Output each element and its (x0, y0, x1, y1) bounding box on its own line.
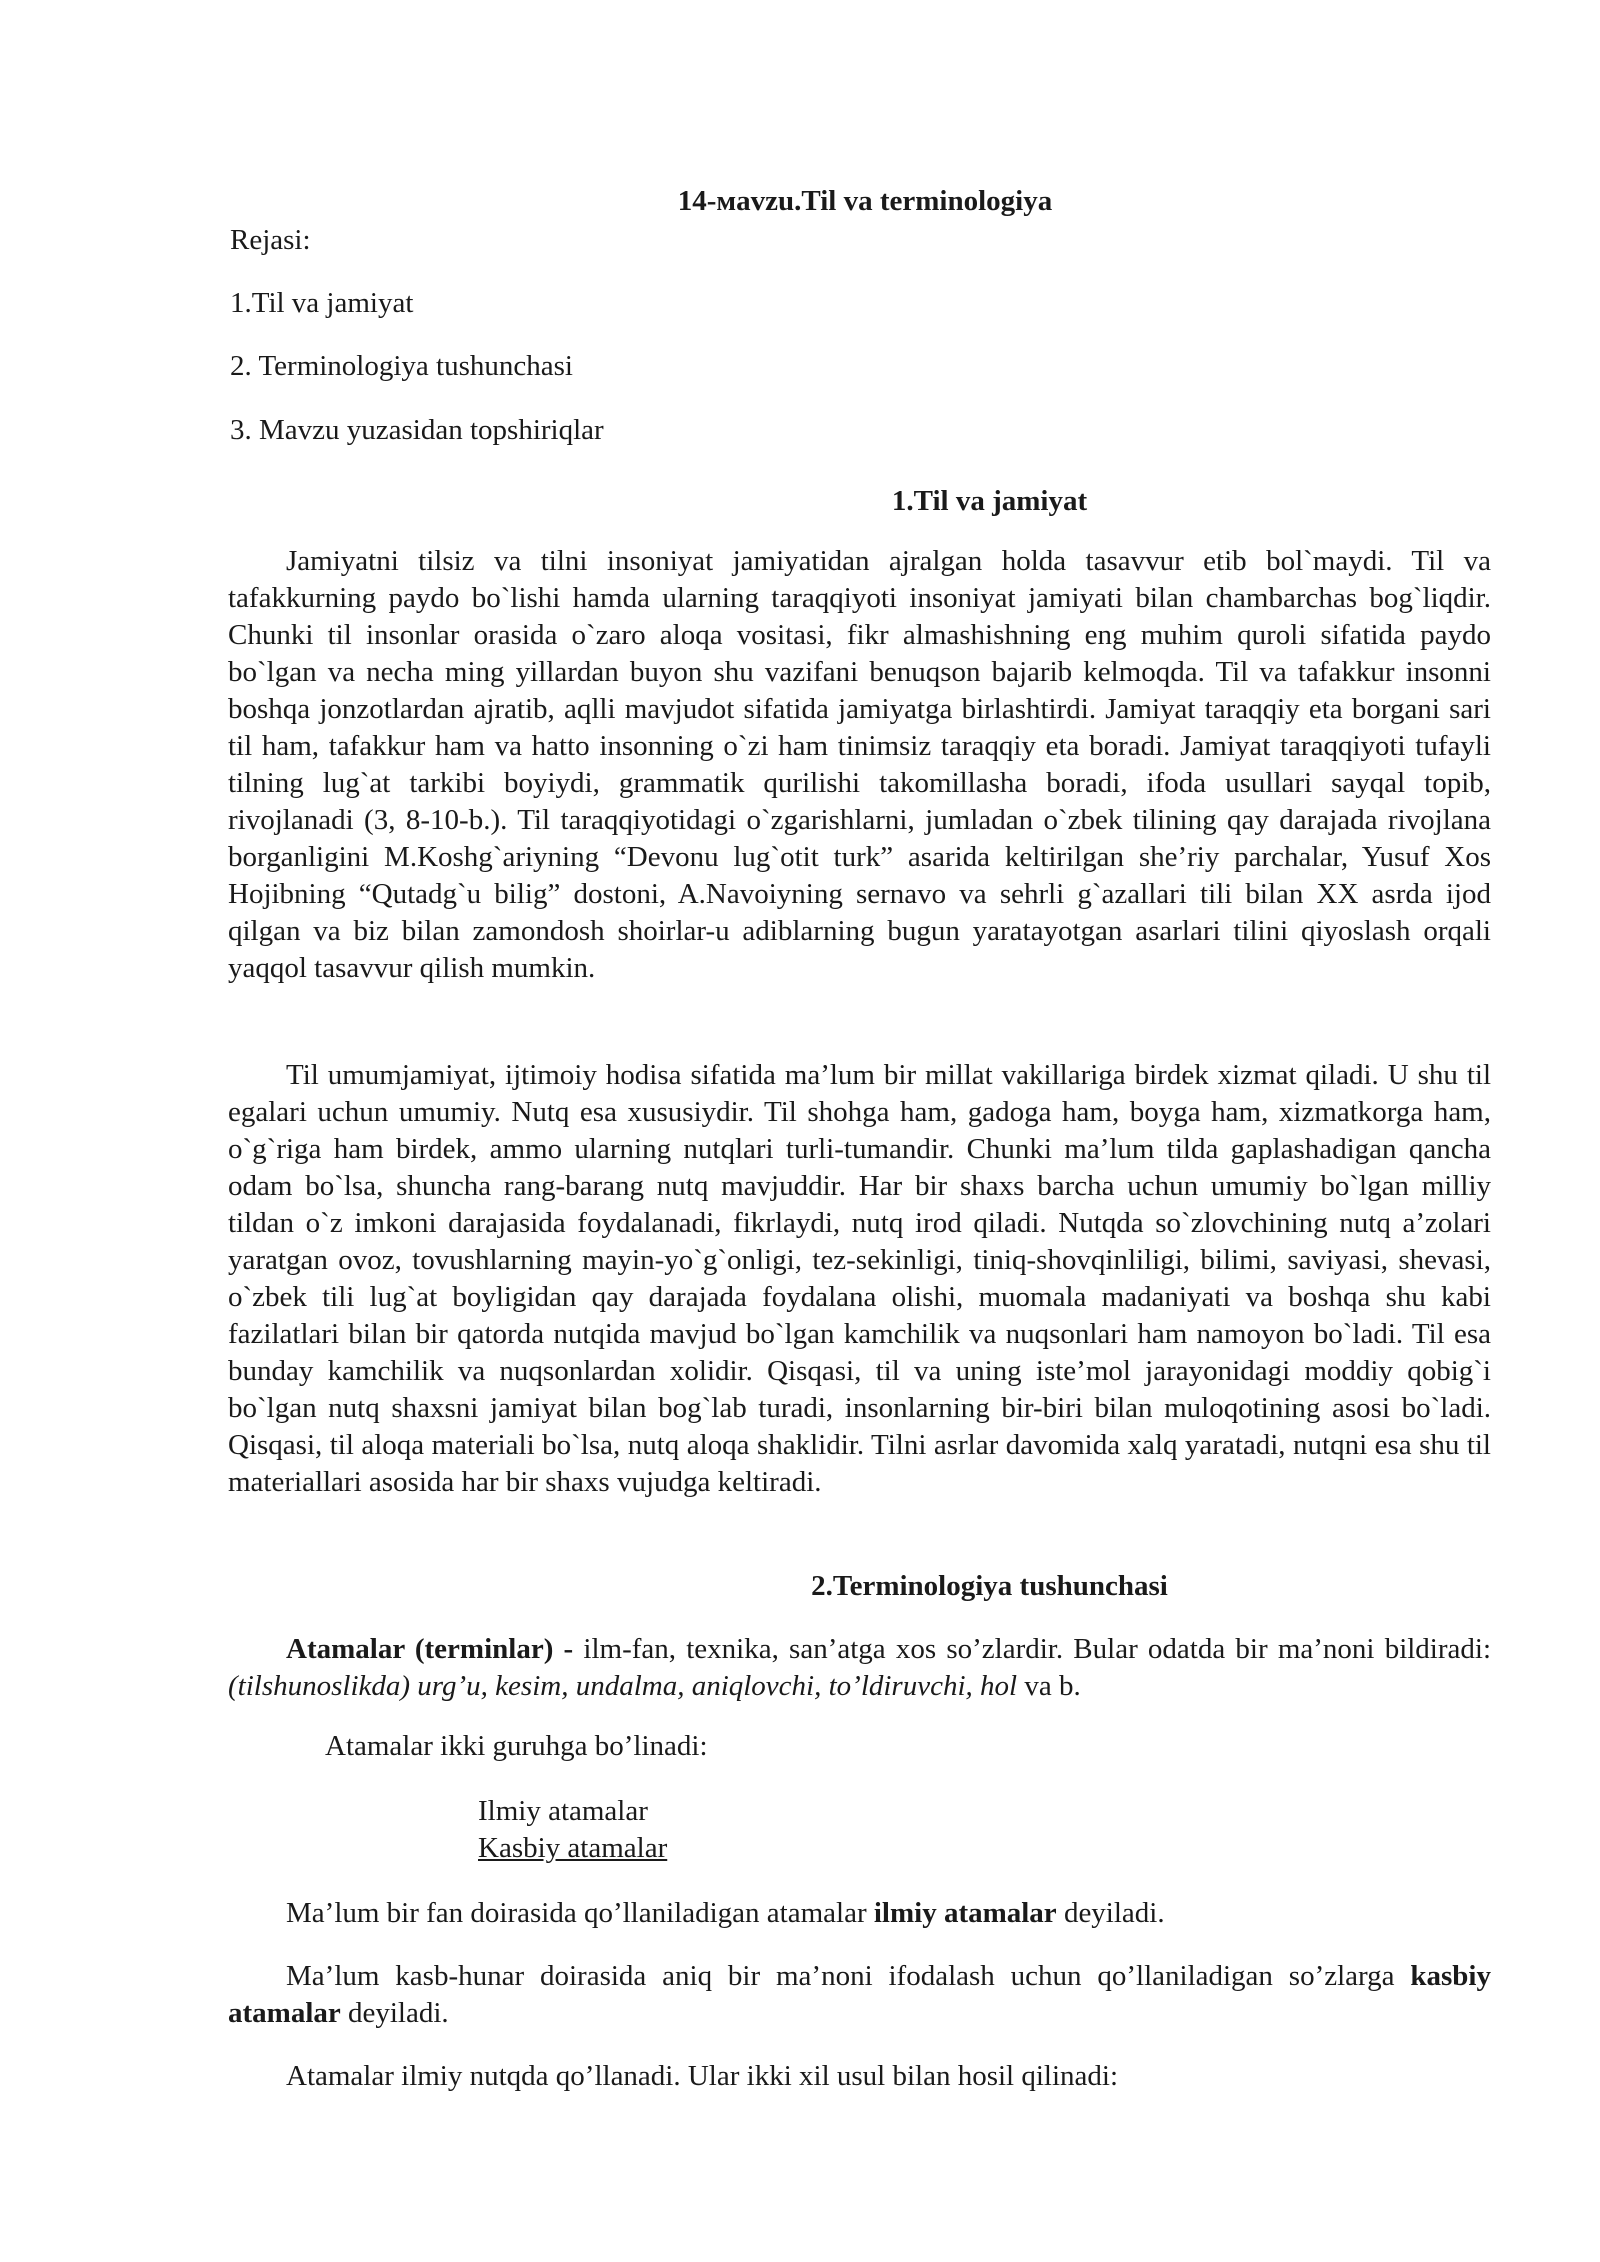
scientific-terms-bold: ilmiy atamalar (873, 1897, 1057, 1929)
groups-intro: Atamalar ikki guruhga bo’linadi: (325, 1730, 708, 1762)
terms-definition-text: ilm-fan, texnika, san’atga xos so’zlardir. Bular odatda bir ma’noni bildiradi: (573, 1633, 1492, 1665)
section-1-heading: 1.Til va jamiyat (891, 485, 1088, 517)
professional-terms-definition (228, 1958, 1491, 2032)
scientific-terms-text: Ma’lum bir fan doirasida qo’llaniladigan atamalar (286, 1897, 874, 1929)
plan-item-1: 1.Til va jamiyat (230, 287, 414, 319)
terms-definition-term: Atamalar (terminlar) - (286, 1633, 574, 1665)
section-1-paragraph-1: Jamiyatni tilsiz va tilni insoniyat jamiyatidan ajralgan holda tasavvur etib bol`maydi. Til va tafakkurning paydo bo`lishi hamda ularning taraqqiyoti insoniyat jamiyati bilan chambarchas bog`liqdir. Chunki til insonlar orasida o`zaro aloqa vositasi, fikr almashishning eng muhim quroli sifatida paydo bo`lgan va necha ming yillardan buyon shu vazifani benuqson bajarib kelmoqda. Til va tafakkur insonni boshqa jonzotlardan ajratib, aqlli mavjudot sifatida jamiyatga birlashtirdi. Jamiyat taraqqiy eta borgani sari til ham, tafakkur ham va hatto insonning o`zi ham tinimsiz taraqqiy eta boradi. Jamiyat taraqqiyoti tufayli tilning lug`at tarkibi boyiydi, grammatik qurilishi takomillasha boradi, ifoda usullari sayqal topib, rivojlanadi (3, 8-10-b.). Til taraqqiyotidagi o`zgarishlarni, jumladan o`zbek tilining qay darajada rivojlana borganligini M.Koshg`ariyning “Devonu lug`otit turk” asarida keltirilgan she’riy parchalar, Yusuf Xos Hojibning “Qutadg`u bilig” dostoni, A.Navoiyning sernavo va sehrli g`azallari tili bilan XX asrda ijod qilgan va biz bilan zamondosh shoirlar-u adiblarning bugun yaratayotgan asarlari tilini qiyoslash orqali yaqqol tasavvur qilish mumkin. (228, 545, 1491, 984)
terms-definition (228, 1631, 1491, 1705)
plan-label: Rejasi: (230, 224, 311, 256)
section-2-heading: 2.Terminologiya tushunchasi (811, 1570, 1168, 1602)
scientific-terms-tail: deyiladi. (1056, 1897, 1165, 1929)
document-title: 14-мavzu.Til va terminologiya (677, 185, 1053, 217)
plan-item-3: 3. Mavzu yuzasidan topshiriqlar (230, 414, 604, 446)
scientific-terms-definition (228, 1895, 1491, 1932)
section-1-paragraph-2: Til umumjamiyat, ijtimoiy hodisa sifatida ma’lum bir millat vakillariga birdek xizmat qiladi. U shu til egalari uchun umumiy. Nutq esa xususiydir. Til shohga ham, gadoga ham, boyga ham, xizmatkorga ham, o`g`riga ham birdek, ammo ularning nutqlari turli-tumandir. Chunki ma’lum tilda gaplashadigan qancha odam bo`lsa, shuncha rang-barang nutq mavjuddir. Har bir shaxs barcha uchun umumiy bo`lgan milliy tildan o`z imkoni darajasida foydalanadi, fikrlaydi, nutq irod qiladi. Nutqda so`zlovchining nutq a’zolari yaratgan ovoz, tovushlarning mayin-yo`g`onligi, tez-sekinligi, tiniq-shovqinliligi, bilimi, saviyasi, shevasi, o`zbek tili lug`at boyligidan qay darajada foydalana olishi, muomala madaniyati va boshqa shu kabi fazilatlari bilan bir qatorda nutqida mavjud bo`lgan kamchilik va nuqsonlari ham namoyon bo`ladi. Til esa bunday kamchilik va nuqsonlardan xolidir. Qisqasi, til va uning iste’mol jarayonidagi moddiy qobig`i bo`lgan nutq shaxsni jamiyat bilan bog`lab turadi, insonlarning bir-biri bilan muloqotining asosi bo`ladi. Qisqasi, til aloqa materiali bo`lsa, nutq aloqa shaklidir. Tilni asrlar davomida xalq yaratadi, nutqni esa shu til materiallari asosida har bir shaxs vujudga keltiradi. (228, 1059, 1491, 1498)
professional-terms-text: Ma’lum kasb-hunar doirasida aniq bir ma’noni ifodalash uchun qo’llaniladigan so’zlarga (286, 1960, 1411, 1992)
terms-definition-tail: va b. (1017, 1670, 1081, 1702)
group-scientific-terms: Ilmiy atamalar (478, 1795, 648, 1827)
group-professional-terms: Kasbiy atamalar (478, 1832, 668, 1864)
terms-definition-examples: (tilshunoslikda) urg’u, kesim, undalma, aniqlovchi, to’ldiruvchi, hol (228, 1670, 1018, 1702)
professional-terms-bold: kasbiy atamalar (228, 1960, 1491, 2029)
terms-formation-sentence: Atamalar ilmiy nutqda qo’llanadi. Ular ikki xil usul bilan hosil qilinadi: (286, 2060, 1119, 2092)
plan-item-2: 2. Terminologiya tushunchasi (230, 350, 573, 382)
professional-terms-tail: deyiladi. (340, 1997, 449, 2029)
